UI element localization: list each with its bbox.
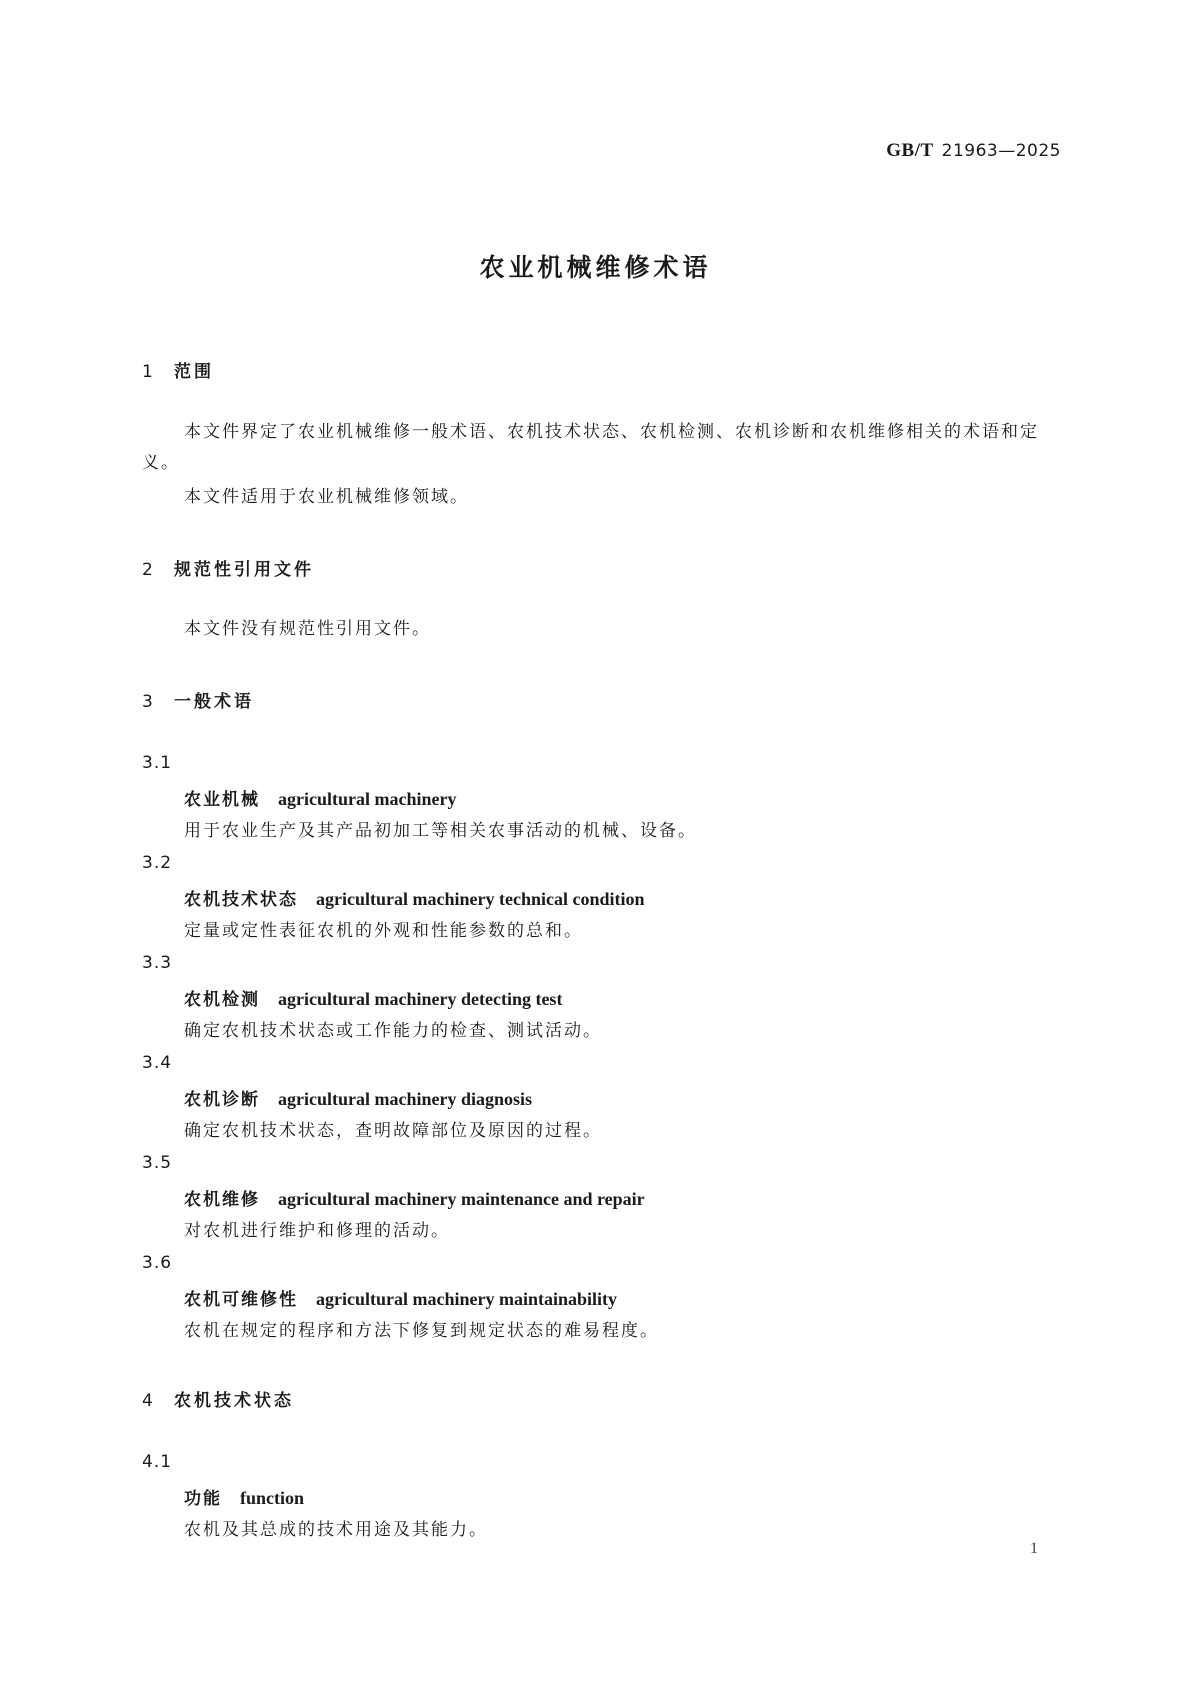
term-en: agricultural machinery maintainability (316, 1289, 617, 1309)
clause-number: 3.4 (142, 1053, 173, 1073)
term-en: agricultural machinery diagnosis (278, 1089, 533, 1109)
term-en: function (240, 1488, 305, 1508)
term-zh: 农机诊断 (184, 1090, 260, 1110)
clause-number: 3.2 (142, 853, 173, 873)
page-number: 1 (1030, 1540, 1038, 1557)
clause-number: 3.3 (142, 953, 173, 973)
term-definition: 农机在规定的程序和方法下修复到规定状态的难易程度。 (184, 1321, 659, 1341)
term-definition: 确定农机技术状态，查明故障部位及原因的过程。 (184, 1121, 602, 1141)
term-en: agricultural machinery maintenance and repair (278, 1189, 645, 1209)
section-heading-normative-references: 2 规范性引用文件 (142, 560, 314, 580)
term-entry (184, 1484, 304, 1509)
term-en: agricultural machinery technical condition (316, 889, 645, 909)
term-entry (184, 1185, 645, 1210)
term-definition: 农机及其总成的技术用途及其能力。 (184, 1520, 488, 1540)
term-definition: 用于农业生产及其产品初加工等相关农事活动的机械、设备。 (184, 821, 697, 841)
section-heading-general-terms: 3 一般术语 (142, 692, 254, 712)
clause-number: 3.5 (142, 1153, 173, 1173)
normative-references-paragraph: 本文件没有规范性引用文件。 (184, 619, 431, 639)
term-zh: 功能 (184, 1489, 222, 1509)
standard-prefix: GB/T (886, 140, 934, 161)
section-heading-technical-condition: 4 农机技术状态 (142, 1391, 294, 1411)
term-definition: 确定农机技术状态或工作能力的检查、测试活动。 (184, 1021, 602, 1041)
term-entry (184, 1085, 532, 1110)
term-entry (184, 885, 644, 910)
clause-number: 4.1 (142, 1452, 173, 1472)
term-zh: 农机检测 (184, 990, 260, 1010)
term-zh: 农业机械 (184, 790, 260, 810)
term-en: agricultural machinery (278, 789, 457, 809)
term-entry (184, 985, 562, 1010)
term-entry (184, 1285, 617, 1310)
clause-number: 3.1 (142, 753, 173, 773)
section-heading-scope: 1 范围 (142, 362, 214, 382)
standard-number: 21963—2025 (941, 141, 1061, 161)
document-title: 农业机械维修术语 (479, 253, 712, 282)
term-definition: 定量或定性表征农机的外观和性能参数的总和。 (184, 921, 583, 941)
term-zh: 农机维修 (184, 1190, 260, 1210)
scope-paragraph-1: 本文件界定了农业机械维修一般术语、农机技术状态、农机检测、农机诊断和农机维修相关的术语和定义。 (142, 422, 1039, 473)
term-entry (184, 785, 456, 810)
standard-code (886, 140, 1061, 162)
term-definition: 对农机进行维护和修理的活动。 (184, 1221, 450, 1241)
clause-number: 3.6 (142, 1253, 173, 1273)
term-en: agricultural machinery detecting test (278, 989, 563, 1009)
term-zh: 农机可维修性 (184, 1290, 298, 1310)
term-zh: 农机技术状态 (184, 890, 298, 910)
scope-paragraph-2: 本文件适用于农业机械维修领域。 (184, 487, 469, 507)
